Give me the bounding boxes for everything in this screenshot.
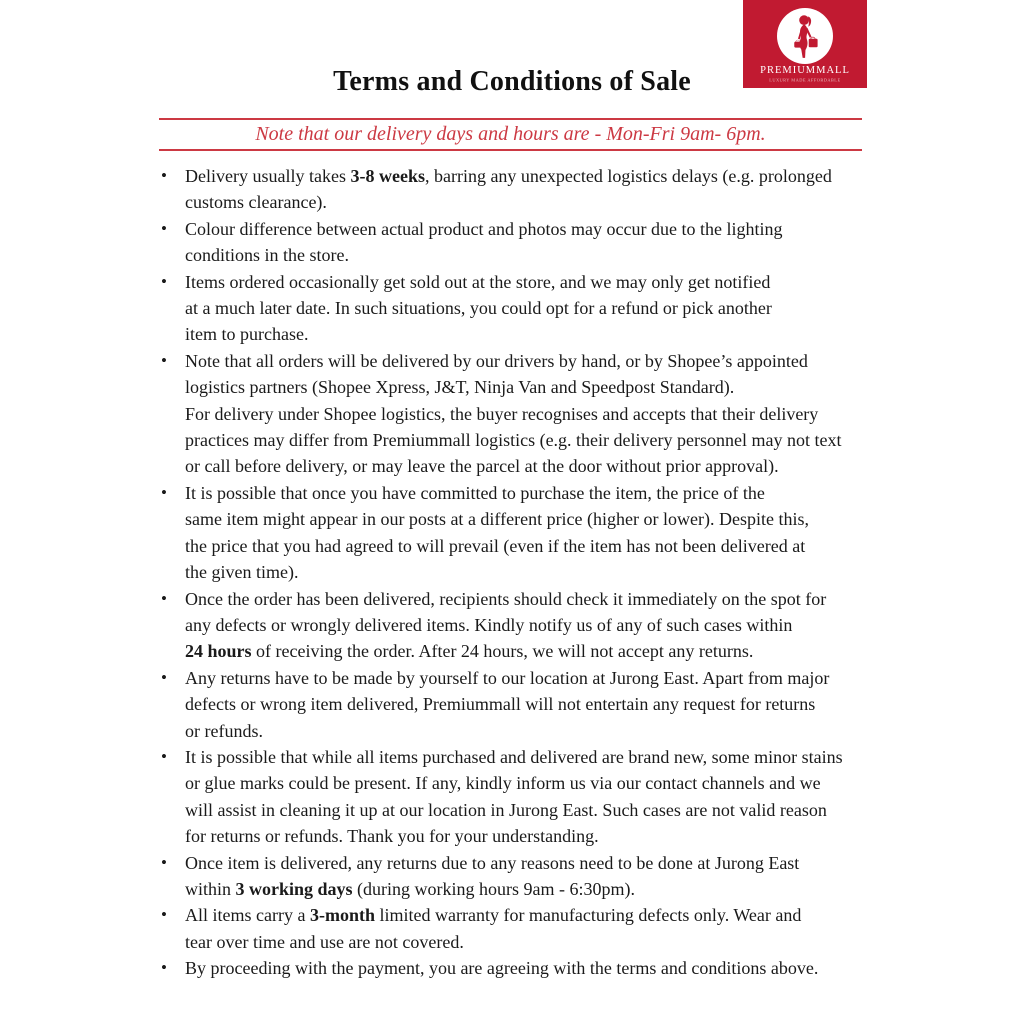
- bullet-icon: •: [161, 588, 167, 608]
- term-line: logistics partners (Shopee Xpress, J&T, Ninja Van and Speedpost Standard).: [185, 377, 735, 398]
- term-line: Colour difference between actual product and photos may occur due to the lighting: [185, 218, 783, 239]
- term-line: practices may differ from Premiummall logistics (e.g. their delivery personnel may not text: [185, 430, 842, 451]
- terms-list: [161, 163, 877, 982]
- brand-name: PREMIUMMALL: [760, 65, 850, 76]
- term-line: All items carry a 3-month limited warranty for manufacturing defects only. Wear and: [185, 905, 802, 926]
- term-item: [161, 955, 877, 981]
- term-item: [161, 665, 877, 744]
- term-line: will assist in cleaning it up at our location in Jurong East. Such cases are not valid reason: [185, 799, 827, 820]
- bullet-icon: •: [161, 667, 167, 687]
- term-item: [161, 216, 877, 269]
- bullet-icon: •: [161, 271, 167, 291]
- term-item: [161, 586, 877, 665]
- bullet-icon: •: [161, 746, 167, 766]
- term-line: the price that you had agreed to will prevail (even if the item has not been delivered at: [185, 535, 806, 556]
- term-line: Once item is delivered, any returns due to any reasons need to be done at Jurong East: [185, 852, 800, 873]
- term-line: customs clearance).: [185, 192, 327, 213]
- term-line: same item might appear in our posts at a different price (higher or lower). Despite this,: [185, 509, 809, 530]
- term-line: By proceeding with the payment, you are agreeing with the terms and conditions above.: [185, 958, 819, 979]
- term-item: [161, 744, 877, 850]
- bullet-icon: •: [161, 350, 167, 370]
- term-line: the given time).: [185, 562, 299, 583]
- term-line: 24 hours of receiving the order. After 24 hours, we will not accept any returns.: [185, 641, 754, 662]
- term-line: item to purchase.: [185, 324, 309, 345]
- term-line: Delivery usually takes 3-8 weeks, barring any unexpected logistics delays (e.g. prolonged: [185, 166, 832, 186]
- bullet-icon: •: [161, 905, 167, 925]
- term-line: Note that all orders will be delivered by our drivers by hand, or by Shopee’s appointed: [185, 350, 808, 371]
- term-item: [161, 480, 877, 586]
- term-item: [161, 269, 877, 348]
- delivery-note: Note that our delivery days and hours are - Mon-Fri 9am- 6pm.: [255, 123, 766, 145]
- term-line: defects or wrong item delivered, Premiummall will not entertain any request for returns: [185, 694, 816, 715]
- term-line: for returns or refunds. Thank you for your understanding.: [185, 826, 599, 847]
- bullet-icon: •: [161, 482, 167, 502]
- term-line: Items ordered occasionally get sold out at the store, and we may only get notified: [185, 271, 771, 292]
- term-line: Any returns have to be made by yourself to our location at Jurong East. Apart from major: [185, 667, 830, 688]
- woman-shopper-silhouette-icon: [777, 8, 833, 64]
- bullet-icon: •: [161, 958, 167, 978]
- bullet-icon: •: [161, 218, 167, 238]
- page-title: Terms and Conditions of Sale: [333, 66, 691, 97]
- term-line: or call before delivery, or may leave the parcel at the door without prior approval).: [185, 456, 779, 477]
- term-line: or glue marks could be present. If any, kindly inform us via our contact channels and we: [185, 773, 821, 794]
- term-line: or refunds.: [185, 720, 263, 741]
- term-line: It is possible that once you have committed to purchase the item, the price of the: [185, 482, 765, 503]
- term-line: conditions in the store.: [185, 245, 349, 266]
- term-line: For delivery under Shopee logistics, the buyer recognises and accepts that their delivery: [185, 403, 819, 424]
- term-line: any defects or wrongly delivered items. Kindly notify us of any of such cases within: [185, 614, 793, 635]
- delivery-note-band: [159, 118, 862, 151]
- bullet-icon: •: [161, 852, 167, 872]
- term-line: at a much later date. In such situations, you could opt for a refund or pick another: [185, 298, 772, 319]
- logo-circle: [777, 8, 833, 64]
- term-item: [161, 902, 877, 955]
- brand-tagline: LUXURY MADE AFFORDABLE: [769, 76, 841, 82]
- term-line: within 3 working days (during working hours 9am - 6:30pm).: [185, 878, 636, 899]
- term-item: [161, 348, 877, 480]
- bullet-icon: •: [161, 166, 167, 185]
- term-item: [161, 850, 877, 903]
- term-line: It is possible that while all items purchased and delivered are brand new, some minor stains: [185, 746, 843, 767]
- term-line: tear over time and use are not covered.: [185, 931, 464, 952]
- term-item: [161, 163, 877, 216]
- term-line: Once the order has been delivered, recipients should check it immediately on the spot for: [185, 588, 827, 609]
